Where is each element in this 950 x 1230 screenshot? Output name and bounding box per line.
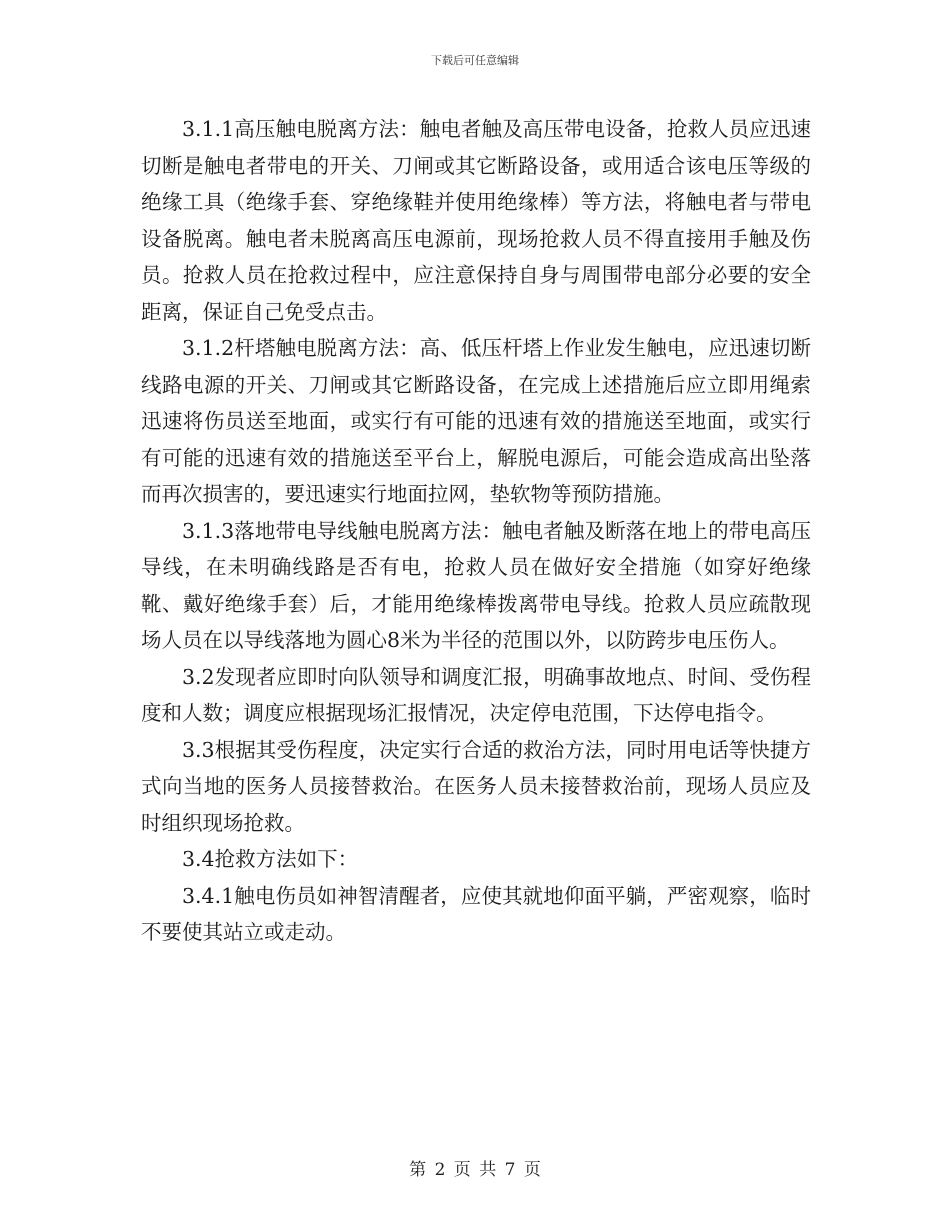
paragraph-3-1-1: 3.1.1高压触电脱离方法：触电者触及高压带电设备，抢救人员应迅速切断是触电者带电的开关、刀闸或其它断路设备，或用适合该电压等级的绝缘工具（绝缘手套、穿绝缘鞋并使用绝缘棒）等方法，将触电者与带电设备脱离。触电者未脱离高压电源前，现场抢救人员不得直接用手触及伤员。抢救人员在抢救过程中，应注意保持自身与周围带电部分必要的安全距离，保证自己免受点击。 <box>141 117 811 324</box>
page-number: 第 2 页 共 7 页 <box>409 1160 541 1180</box>
paragraph-3-3: 3.3根据其受伤程度，决定实行合适的救治方法，同时用电话等快捷方式向当地的医务人员接替救治。在医务人员未接替救治前，现场人员应及时组织现场抢救。 <box>141 737 811 835</box>
paragraph-3-4: 3.4抢救方法如下： <box>182 847 359 871</box>
paragraph-3-4-1: 3.4.1触电伤员如神智清醒者，应使其就地仰面平躺，严密观察，临时不要使其站立或走动。 <box>141 883 811 944</box>
document-body <box>141 111 811 951</box>
paragraph-3-2: 3.2发现者应即时向队领导和调度汇报，明确事故地点、时间、受伤程度和人数；调度应根据现场汇报情况，决定停电范围，下达停电指令。 <box>141 664 811 725</box>
paragraph-3-1-3: 3.1.3落地带电导线触电脱离方法：触电者触及断落在地上的带电高压导线，在未明确线路是否有电，抢救人员在做好安全措施（如穿好绝缘靴、戴好绝缘手套）后，才能用绝缘棒拨离带电导线。抢救人员应疏散现场人员在以导线落地为圆心8米为半径的范围以外，以防跨步电压伤人。 <box>141 518 811 652</box>
page-header-note: 下载后可任意编辑 <box>431 54 519 67</box>
paragraph-3-1-2: 3.1.2杆塔触电脱离方法：高、低压杆塔上作业发生触电，应迅速切断线路电源的开关、刀闸或其它断路设备，在完成上述措施后应立即用绳索迅速将伤员送至地面，或实行有可能的迅速有效的措施送至地面，或实行有可能的迅速有效的措施送至平台上，解脱电源后，可能会造成高出坠落而再次损害的，要迅速实行地面拉网，垫软物等预防措施。 <box>141 336 811 506</box>
